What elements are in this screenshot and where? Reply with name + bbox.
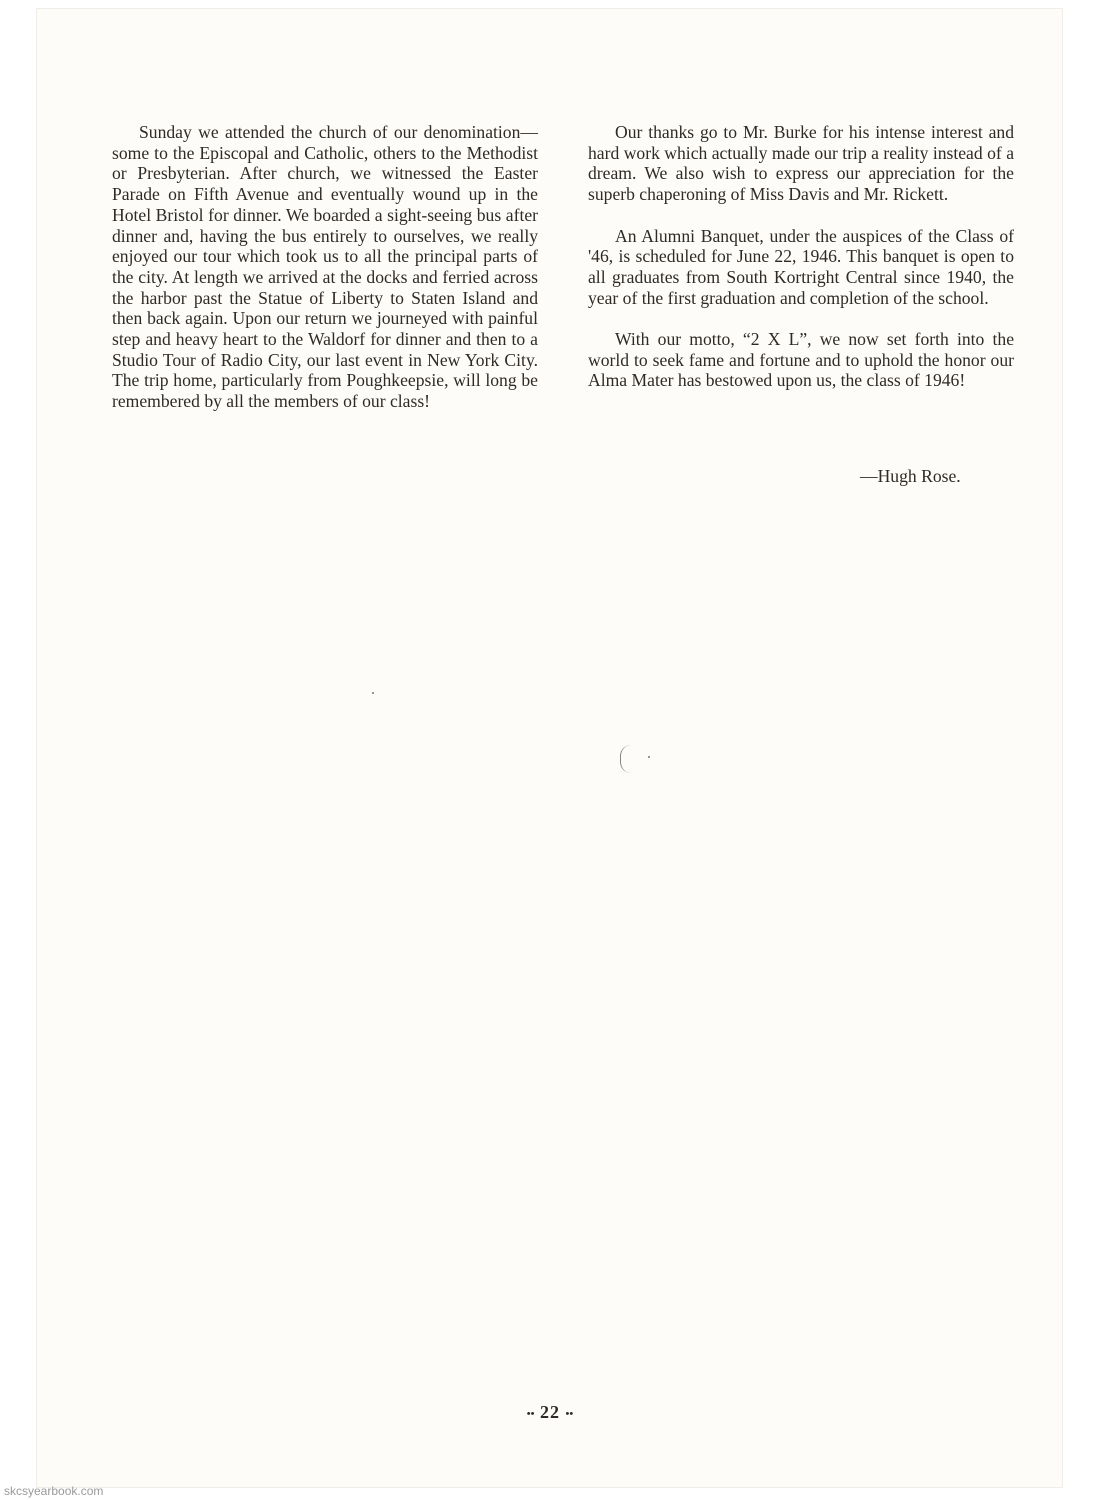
page-number-ornament-right: •• [565, 1407, 574, 1420]
site-watermark: skcsyearbook.com [4, 1484, 104, 1498]
page-number: 22 [540, 1402, 560, 1422]
scan-pencil-mark [620, 745, 631, 773]
paragraph-motto: With our motto, “2 X L”, we now set forth into the world to seek fame and fortune and to uphold the honor our Alma Mater has bestowed upon us, the class of 1946! [588, 329, 1014, 391]
paragraph-sunday-church: Sunday we attended the church of our denomination—some to the Episcopal and Catholic, others to the Methodist or Presbyterian. After church, we witnessed the Easter Parade on Fifth Avenue and eventually wound up in the Hotel Bristol for dinner. We boarded a sight-seeing bus after dinner and, having the bus entirely to ourselves, we really enjoyed our tour which took us to all the principal parts of the city. At length we arrived at the docks and ferried across the harbor past the Statue of Liberty to Staten Island and then back again. Upon our return we journeyed with painful step and heavy heart to the Waldorf for dinner and then to a Studio Tour of Radio City, our last event in New York City. The trip home, particularly from Poughkeepsie, will long be remembered by all the members of our class! [112, 122, 538, 412]
author-signature: —Hugh Rose. [860, 466, 961, 486]
page-number-ornament-left: •• [526, 1407, 535, 1420]
scan-speck [372, 692, 374, 694]
paragraph-thanks: Our thanks go to Mr. Burke for his intense interest and hard work which actually made our trip a reality instead of a dream. We also wish to express our appreciation for the superb chaperoning of Miss Davis and Mr. Rickett. [588, 122, 1014, 205]
page-number-line [0, 1402, 1100, 1423]
right-column [588, 122, 1014, 412]
paragraph-alumni-banquet: An Alumni Banquet, under the auspices of the Class of '46, is scheduled for June 22, 1946. This banquet is open to all graduates from South Kortright Central since 1940, the year of the first graduation and completion of the school. [588, 225, 1014, 308]
left-column [112, 122, 538, 433]
scan-speck [648, 756, 650, 758]
